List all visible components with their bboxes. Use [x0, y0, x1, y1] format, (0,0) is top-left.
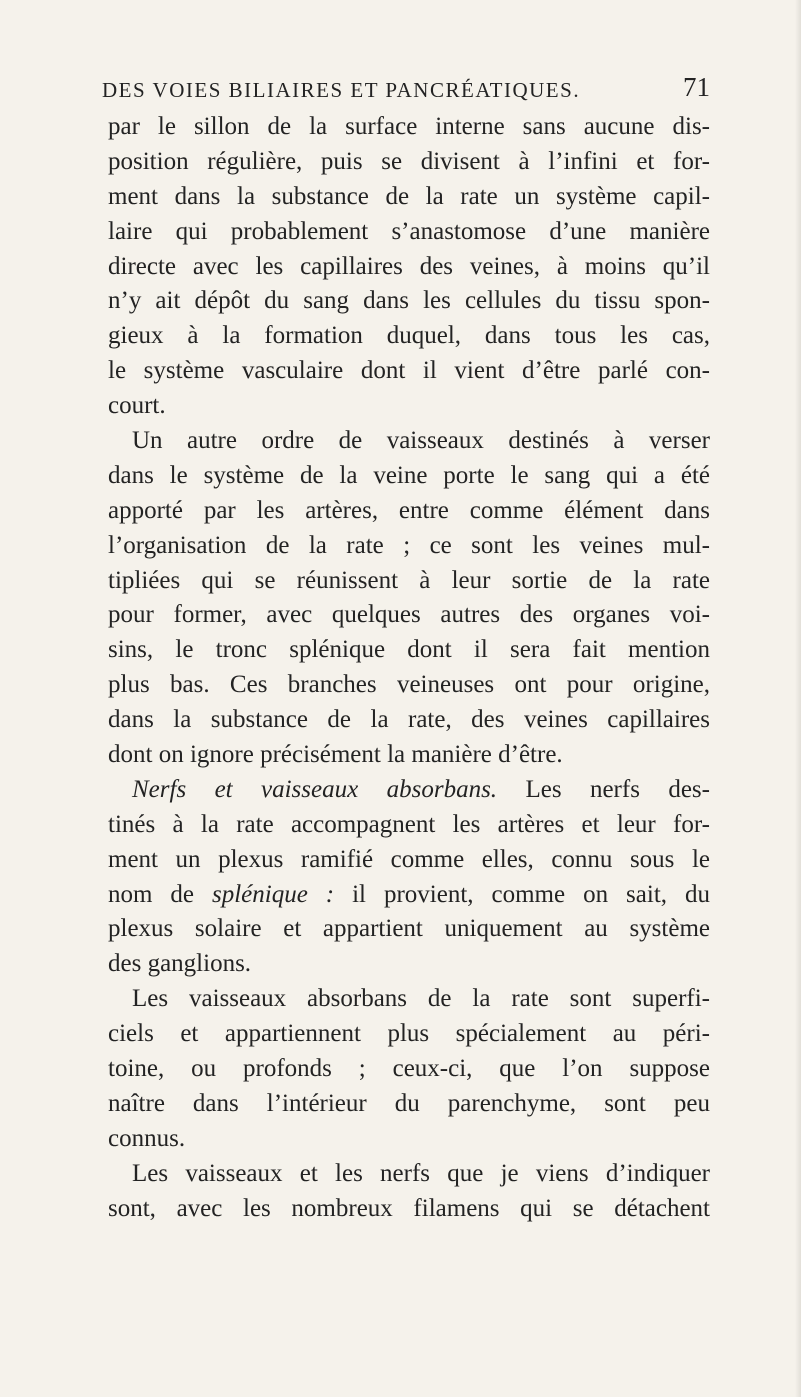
text-line: sins, le tronc splénique dont il sera fait mention — [108, 636, 710, 664]
running-head — [102, 72, 710, 106]
text-line: nom de splénique : il provient, comme on sait, du — [108, 880, 710, 908]
text-line: gieux à la formation duquel, dans tous les cas, — [108, 322, 710, 350]
text-line: des ganglions. — [108, 950, 252, 978]
text-line: sont, avec les nombreux filamens qui se détachent — [108, 1194, 710, 1222]
text-line: Les vaisseaux et les nerfs que je viens d’indiquer — [132, 1159, 710, 1187]
text-line: par le sillon de la surface interne sans aucune dis- — [108, 113, 710, 140]
text-line: connus. — [108, 1124, 186, 1152]
text-line: Un autre ordre de vaisseaux destinés à verser — [132, 427, 710, 455]
text-line: laire qui probablement s’anastomose d’une manière — [108, 217, 710, 245]
text-line: ment un plexus ramifié comme elles, connu sous le — [108, 845, 710, 873]
section-heading-italic: Nerfs et vaisseaux absorbans. — [132, 775, 498, 803]
text-line: naître dans l’intérieur du parenchyme, sont peu — [108, 1089, 710, 1117]
text-line: dans le système de la veine porte le sang qui a été — [108, 461, 710, 489]
text-line: toine, ou profonds ; ceux-ci, que l’on suppose — [108, 1055, 710, 1083]
text-line: apporté par les artères, entre comme élément dans — [108, 496, 710, 524]
text-line: ment dans la substance de la rate un système capil- — [108, 182, 710, 210]
text-line: court. — [108, 392, 166, 420]
text-line: directe avec les capillaires des veines, à moins qu’il — [108, 252, 710, 280]
text-line: dans la substance de la rate, des veines capillaires — [108, 706, 710, 734]
text-line: plexus solaire et appartient uniquement au système — [108, 915, 710, 943]
text-line: position régulière, puis se divisent à l’infini et for- — [108, 147, 710, 175]
body-text — [108, 110, 710, 1227]
text-line: pour former, avec quelques autres des organes voi- — [108, 601, 710, 629]
italic-term: splénique : — [212, 880, 335, 908]
text-line: l’organisation de la rate ; ce sont les veines mul- — [108, 531, 710, 559]
page-edge-shadow — [795, 0, 801, 1397]
page-number: 71 — [683, 72, 710, 102]
text-line: ciels et appartiennent plus spécialement au péri- — [108, 1020, 710, 1048]
text-line: plus bas. Ces branches veineuses ont pour origine, — [108, 671, 710, 699]
text-line: dont on ignore précisément la manière d’être. — [108, 741, 563, 769]
text-line: tipliées qui se réunissent à leur sortie de la rate — [108, 566, 710, 594]
text-line: Les vaisseaux absorbans de la rate sont superfi- — [132, 985, 710, 1013]
running-title: DES VOIES BILIAIRES ET PANCRÉATIQUES. — [102, 78, 581, 102]
text-line: le système vasculaire dont il vient d’être parlé con- — [108, 357, 710, 385]
text-line: Nerfs et vaisseaux absorbans. Les nerfs des- — [132, 775, 710, 803]
text-line: n’y ait dépôt du sang dans les cellules du tissu spon- — [108, 287, 710, 315]
text-line: tinés à la rate accompagnent les artères et leur for- — [108, 810, 710, 838]
